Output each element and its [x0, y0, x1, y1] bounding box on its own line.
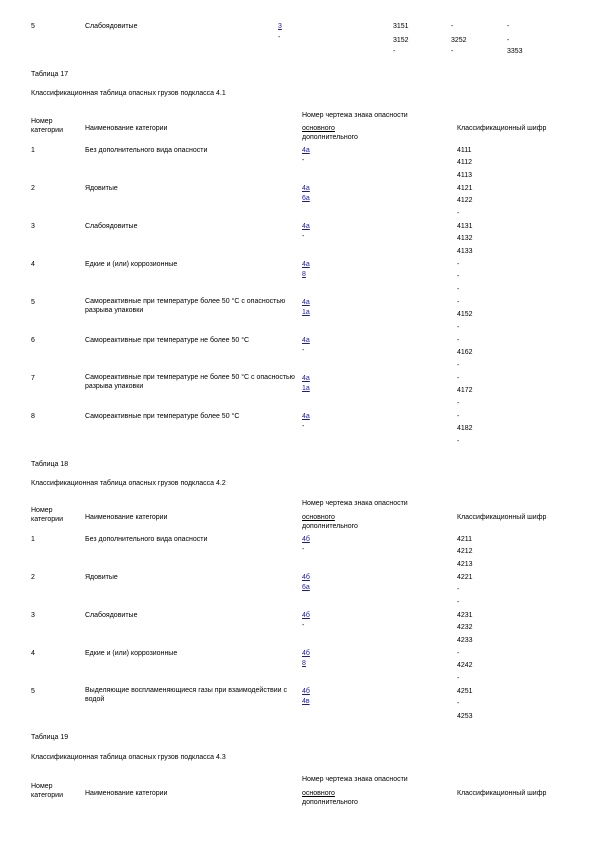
sign-extra: - [302, 347, 305, 354]
code-cell: 4172 [457, 387, 473, 394]
header-sign-extra: дополнительного [302, 523, 358, 530]
sign-link[interactable]: 1а [302, 309, 310, 316]
code-cell: 4213 [457, 561, 473, 568]
code-cell: - [393, 48, 396, 55]
sign-link[interactable]: 1а [302, 385, 310, 392]
sign-extra: - [302, 157, 305, 164]
code-cell: - [457, 324, 460, 331]
row-name: Самореактивные при температуре не более 50 °С [85, 337, 250, 344]
row-name: Самореактивные при температуре более 50 °С [85, 413, 240, 420]
code-cell: 4211 [457, 536, 473, 543]
sign-link[interactable]: 6а [302, 584, 310, 591]
row-num: 3 [31, 612, 35, 619]
code-cell: 4233 [457, 637, 473, 644]
row-name: Без дополнительного вида опасности [85, 536, 208, 543]
sign-link[interactable]: 8 [302, 660, 306, 667]
row-name: Ядовитые [85, 574, 118, 581]
row-name: Выделяющие воспламеняющиеся газы при взаимодействии с водой [85, 687, 288, 703]
row-num: 3 [31, 223, 35, 230]
row-name: Слабоядовитые [85, 612, 138, 619]
row-name: Без дополнительного вида опасности [85, 147, 208, 154]
row-name: Ядовитые [85, 185, 118, 192]
header-sign: Номер чертежа знака опасности [302, 112, 408, 119]
code-cell: - [457, 299, 460, 306]
code-cell: 4212 [457, 548, 473, 555]
code-cell: 3353 [507, 48, 523, 55]
header-sign-main: основного [302, 514, 335, 521]
sign-link[interactable]: 8 [302, 271, 306, 278]
code-cell: 4231 [457, 612, 473, 619]
table-label: Таблица 17 [31, 71, 69, 78]
code-cell: - [457, 438, 460, 445]
code-cell: - [457, 400, 460, 407]
code-cell: 4122 [457, 197, 473, 204]
row-num: 8 [31, 413, 35, 420]
table-title: Классификационная таблица опасных грузов подкласса 4.3 [31, 754, 226, 761]
header-code: Классификационный шифр [457, 790, 547, 797]
sign-link[interactable]: 4б [302, 612, 310, 619]
code-cell: 4133 [457, 248, 473, 255]
sign-link[interactable]: 4б [302, 574, 310, 581]
code-cell: 4221 [457, 574, 473, 581]
code-cell: - [457, 700, 460, 707]
sign-extra: - [302, 233, 305, 240]
row-num: 6 [31, 337, 35, 344]
code-cell: 3252 [451, 37, 467, 44]
sign-link[interactable]: 4а [302, 413, 310, 420]
header-num: Номер категории [31, 783, 63, 799]
row-name: Слабоядовитые [85, 223, 138, 230]
code-cell: 4251 [457, 688, 473, 695]
row-name: Самореактивные при температуре более 50 °С с опасностью разрыва упаковки [85, 298, 286, 314]
sign-link[interactable]: 4б [302, 688, 310, 695]
row-num: 4 [31, 650, 35, 657]
table-title: Классификационная таблица опасных грузов подкласса 4.2 [31, 480, 226, 487]
sign-link[interactable]: 4а [302, 261, 310, 268]
table-title: Классификационная таблица опасных грузов подкласса 4.1 [31, 90, 226, 97]
category-name: Слабоядовитые [85, 23, 138, 30]
row-num: 7 [31, 375, 35, 382]
code-cell: 4131 [457, 223, 473, 230]
sign-link[interactable]: 4а [302, 375, 310, 382]
sign-link[interactable]: 4а [302, 337, 310, 344]
sign-link[interactable]: 4б [302, 536, 310, 543]
header-name: Наименование категории [85, 125, 168, 132]
code-cell: - [457, 650, 460, 657]
sign-extra: - [278, 34, 281, 41]
header-code: Классификационный шифр [457, 125, 547, 132]
header-name: Наименование категории [85, 514, 168, 521]
code-cell: 4112 [457, 159, 473, 166]
code-cell: - [457, 286, 460, 293]
sign-link[interactable]: 4б [302, 650, 310, 657]
row-name: Самореактивные при температуре не более 50 °С с опасностью разрыва упаковки [85, 374, 295, 390]
code-cell: 4182 [457, 425, 473, 432]
header-sign-extra: дополнительного [302, 799, 358, 806]
sign-extra: - [302, 423, 305, 430]
table-label: Таблица 19 [31, 734, 69, 741]
row-name: Едкие и (или) коррозионные [85, 650, 178, 657]
category-number: 5 [31, 23, 35, 30]
sign-extra: - [302, 622, 305, 629]
code-cell: 4152 [457, 311, 473, 318]
sign-link[interactable]: 3 [278, 23, 282, 30]
code-cell: 4113 [457, 172, 473, 179]
code-cell: - [457, 675, 460, 682]
table-label: Таблица 18 [31, 461, 69, 468]
code-cell: 3151 [393, 23, 409, 30]
code-cell: - [507, 23, 510, 30]
row-num: 5 [31, 688, 35, 695]
row-name: Едкие и (или) коррозионные [85, 261, 178, 268]
header-code: Классификационный шифр [457, 514, 547, 521]
code-cell: - [457, 586, 460, 593]
code-cell: 3152 [393, 37, 409, 44]
header-sign-main: основного [302, 790, 335, 797]
code-cell: - [457, 337, 460, 344]
row-num: 4 [31, 261, 35, 268]
row-num: 1 [31, 536, 35, 543]
code-cell: - [457, 375, 460, 382]
code-cell: - [457, 599, 460, 606]
sign-extra: - [302, 546, 305, 553]
header-sign-extra: дополнительного [302, 134, 358, 141]
sign-link[interactable]: 4а [302, 223, 310, 230]
row-num: 1 [31, 147, 35, 154]
row-num: 5 [31, 299, 35, 306]
row-num: 2 [31, 185, 35, 192]
code-cell: - [457, 261, 460, 268]
sign-link[interactable]: 6а [302, 195, 310, 202]
code-cell: - [507, 37, 510, 44]
header-num: Номер категории [31, 118, 63, 134]
code-cell: - [457, 273, 460, 280]
code-cell: 4162 [457, 349, 473, 356]
code-cell: - [457, 210, 460, 217]
sign-link[interactable]: 4а [302, 185, 310, 192]
code-cell: - [457, 362, 460, 369]
code-cell: - [457, 413, 460, 420]
header-name: Наименование категории [85, 790, 168, 797]
code-cell: 4242 [457, 662, 473, 669]
code-cell: 4121 [457, 185, 473, 192]
code-cell: 4111 [457, 147, 472, 154]
header-sign-main: основного [302, 125, 335, 132]
header-sign: Номер чертежа знака опасности [302, 500, 408, 507]
code-cell: - [451, 23, 454, 30]
code-cell: 4132 [457, 235, 473, 242]
code-cell: 4232 [457, 624, 473, 631]
sign-link[interactable]: 4а [302, 299, 310, 306]
row-num: 2 [31, 574, 35, 581]
sign-link[interactable]: 4а [302, 147, 310, 154]
header-sign: Номер чертежа знака опасности [302, 776, 408, 783]
sign-link[interactable]: 4в [302, 698, 310, 705]
header-num: Номер категории [31, 507, 63, 523]
code-cell: - [451, 48, 454, 55]
code-cell: 4253 [457, 713, 473, 720]
